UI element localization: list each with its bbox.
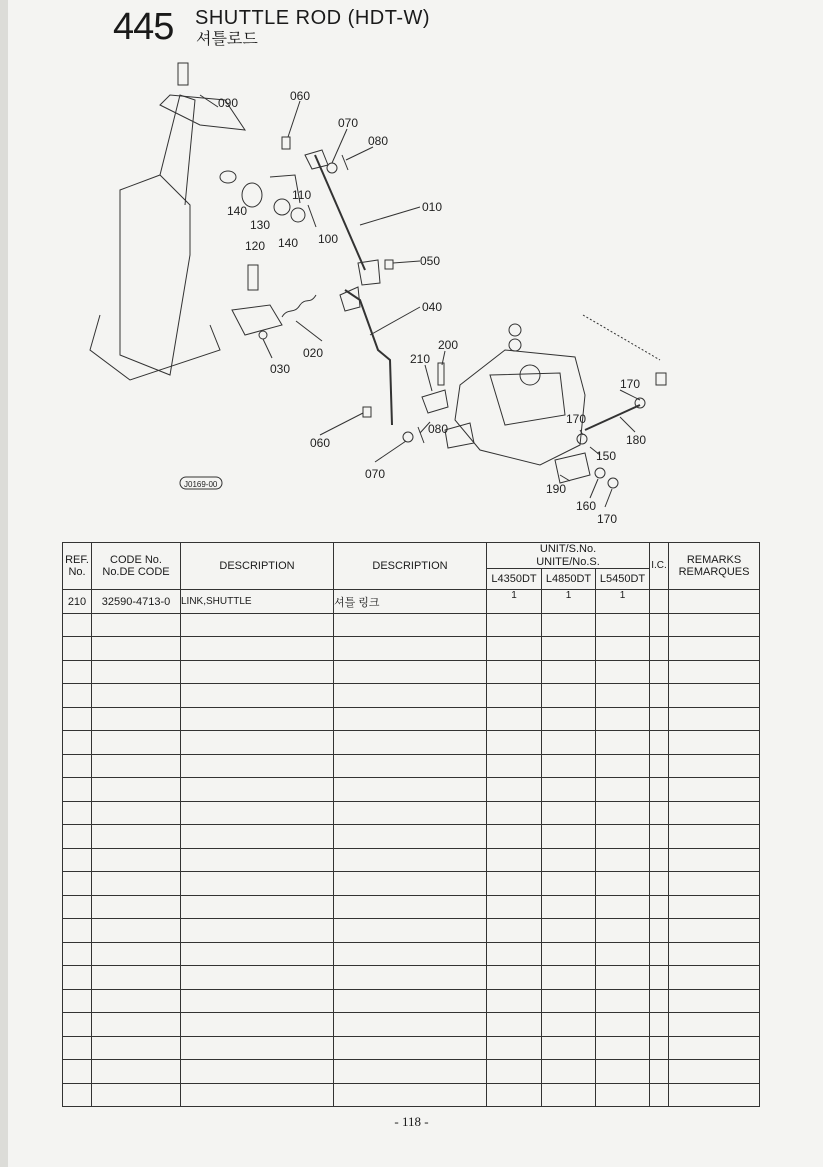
empty-table-row xyxy=(63,707,760,731)
empty-cell xyxy=(487,825,542,849)
empty-table-row xyxy=(63,942,760,966)
ic-cell xyxy=(650,590,669,614)
empty-cell xyxy=(487,1060,542,1084)
empty-cell xyxy=(669,1013,760,1037)
empty-cell xyxy=(650,613,669,637)
empty-cell xyxy=(63,660,92,684)
empty-cell xyxy=(487,966,542,990)
empty-cell xyxy=(596,684,650,708)
empty-cell xyxy=(334,942,487,966)
empty-cell xyxy=(334,637,487,661)
table-row xyxy=(63,590,760,614)
empty-cell xyxy=(650,825,669,849)
empty-cell xyxy=(650,778,669,802)
empty-cell xyxy=(92,637,181,661)
pin-060-bottom xyxy=(363,407,371,417)
empty-cell xyxy=(334,872,487,896)
callout-140-left: 140 xyxy=(227,204,248,218)
empty-cell xyxy=(669,872,760,896)
callout-070-bottom: 070 xyxy=(365,467,386,481)
empty-cell xyxy=(596,1060,650,1084)
empty-cell xyxy=(542,778,596,802)
callout-100: 100 xyxy=(318,232,339,246)
bolt-090 xyxy=(178,63,188,85)
spring-020 xyxy=(282,295,316,317)
pin-200 xyxy=(438,363,444,385)
empty-cell xyxy=(542,707,596,731)
empty-cell xyxy=(596,778,650,802)
empty-cell xyxy=(487,872,542,896)
callout-190: 190 xyxy=(546,482,567,496)
empty-cell xyxy=(596,613,650,637)
empty-table-row xyxy=(63,684,760,708)
callout-170-top: 170 xyxy=(620,377,641,391)
empty-cell xyxy=(542,942,596,966)
exploded-parts-diagram xyxy=(60,55,760,535)
empty-cell xyxy=(334,989,487,1013)
empty-cell xyxy=(542,989,596,1013)
empty-cell xyxy=(181,637,334,661)
empty-table-row xyxy=(63,966,760,990)
empty-cell xyxy=(334,801,487,825)
empty-cell xyxy=(650,1060,669,1084)
empty-cell xyxy=(487,707,542,731)
empty-cell xyxy=(487,613,542,637)
diagram-drawing xyxy=(60,55,760,535)
empty-cell xyxy=(650,731,669,755)
empty-cell xyxy=(63,731,92,755)
empty-cell xyxy=(487,684,542,708)
empty-cell xyxy=(542,754,596,778)
empty-cell xyxy=(92,754,181,778)
nut-170-bottom xyxy=(608,478,618,488)
empty-cell xyxy=(542,895,596,919)
callout-200: 200 xyxy=(438,338,459,352)
empty-cell xyxy=(181,707,334,731)
empty-cell xyxy=(669,660,760,684)
empty-cell xyxy=(669,848,760,872)
page-title-korean: 셔틀로드 xyxy=(196,31,258,48)
empty-table-row xyxy=(63,637,760,661)
callout-170-bottom: 170 xyxy=(597,512,618,526)
empty-cell xyxy=(181,754,334,778)
empty-cell xyxy=(669,989,760,1013)
empty-cell xyxy=(669,778,760,802)
header-description-en: DESCRIPTION xyxy=(181,543,334,590)
empty-cell xyxy=(542,684,596,708)
empty-cell xyxy=(181,872,334,896)
header-ic: I.C. xyxy=(650,543,669,590)
callout-020: 020 xyxy=(303,346,324,360)
empty-cell xyxy=(334,660,487,684)
washer-070-top xyxy=(327,163,337,173)
description-local-cell: 셔틀 링크 xyxy=(334,590,487,614)
empty-cell xyxy=(650,919,669,943)
empty-cell xyxy=(650,895,669,919)
empty-table-row xyxy=(63,989,760,1013)
empty-cell xyxy=(181,613,334,637)
code-cell: 32590-4713-0 xyxy=(92,590,181,614)
washer-070-bottom xyxy=(403,432,413,442)
empty-cell xyxy=(669,1083,760,1107)
empty-cell xyxy=(650,707,669,731)
callout-140-right: 140 xyxy=(278,236,299,250)
callout-060-top: 060 xyxy=(290,89,311,103)
empty-cell xyxy=(542,966,596,990)
bracket-190 xyxy=(555,453,590,483)
empty-cell xyxy=(669,895,760,919)
empty-cell xyxy=(63,825,92,849)
empty-cell xyxy=(181,942,334,966)
empty-cell xyxy=(92,801,181,825)
empty-cell xyxy=(542,660,596,684)
empty-cell xyxy=(596,895,650,919)
empty-cell xyxy=(181,825,334,849)
empty-cell xyxy=(63,613,92,637)
callout-160: 160 xyxy=(576,499,597,513)
header-model: L4350DT xyxy=(487,569,542,590)
empty-cell xyxy=(92,731,181,755)
empty-cell xyxy=(669,731,760,755)
empty-table-row xyxy=(63,754,760,778)
empty-cell xyxy=(334,754,487,778)
empty-table-row xyxy=(63,1060,760,1084)
empty-cell xyxy=(334,1013,487,1037)
page-title: SHUTTLE ROD (HDT-W) xyxy=(195,7,431,29)
empty-table-row xyxy=(63,731,760,755)
callout-050: 050 xyxy=(420,254,441,268)
empty-cell xyxy=(63,754,92,778)
header-ref: REF. No. xyxy=(63,543,92,590)
empty-cell xyxy=(92,966,181,990)
empty-cell xyxy=(181,1013,334,1037)
empty-cell xyxy=(650,989,669,1013)
empty-cell xyxy=(181,684,334,708)
empty-cell xyxy=(181,919,334,943)
transmission-valve-body xyxy=(455,350,585,465)
empty-cell xyxy=(596,919,650,943)
empty-cell xyxy=(63,919,92,943)
empty-cell xyxy=(181,848,334,872)
callout-010: 010 xyxy=(422,200,443,214)
empty-cell xyxy=(334,684,487,708)
rod-end-170 xyxy=(656,373,666,385)
callout-040: 040 xyxy=(422,300,443,314)
empty-cell xyxy=(596,707,650,731)
pedal-column xyxy=(120,175,190,375)
callout-090: 090 xyxy=(218,96,239,110)
nut-170-mid xyxy=(577,434,587,444)
callout-210: 210 xyxy=(410,352,431,366)
parts-table xyxy=(62,542,760,1107)
empty-cell xyxy=(596,825,650,849)
empty-cell xyxy=(92,684,181,708)
empty-cell xyxy=(669,754,760,778)
header-unit: UNIT/S.No. UNITE/No.S. xyxy=(487,543,650,569)
empty-cell xyxy=(334,613,487,637)
empty-cell xyxy=(596,1013,650,1037)
plate-030 xyxy=(232,305,282,335)
empty-cell xyxy=(92,942,181,966)
qty-cell: 1 xyxy=(542,590,596,614)
empty-cell xyxy=(542,801,596,825)
empty-cell xyxy=(487,778,542,802)
empty-cell xyxy=(63,942,92,966)
header-code: CODE No. No.DE CODE xyxy=(92,543,181,590)
empty-cell xyxy=(181,966,334,990)
empty-cell xyxy=(181,1036,334,1060)
empty-cell xyxy=(92,989,181,1013)
empty-cell xyxy=(669,825,760,849)
empty-cell xyxy=(92,660,181,684)
callout-150: 150 xyxy=(596,449,617,463)
empty-cell xyxy=(181,895,334,919)
ref-cell: 210 xyxy=(63,590,92,614)
empty-cell xyxy=(181,778,334,802)
pin-060-top xyxy=(282,137,290,149)
empty-table-row xyxy=(63,895,760,919)
empty-cell xyxy=(487,895,542,919)
empty-cell xyxy=(63,801,92,825)
empty-cell xyxy=(487,1083,542,1107)
empty-cell xyxy=(669,613,760,637)
empty-cell xyxy=(63,707,92,731)
empty-cell xyxy=(63,778,92,802)
callout-180: 180 xyxy=(626,433,647,447)
empty-cell xyxy=(596,989,650,1013)
rod-010 xyxy=(315,155,365,270)
empty-cell xyxy=(542,1036,596,1060)
empty-cell xyxy=(181,1083,334,1107)
empty-cell xyxy=(669,801,760,825)
empty-cell xyxy=(650,801,669,825)
empty-cell xyxy=(487,660,542,684)
empty-cell xyxy=(487,989,542,1013)
callout-130: 130 xyxy=(250,218,271,232)
empty-cell xyxy=(92,919,181,943)
empty-cell xyxy=(669,637,760,661)
empty-cell xyxy=(542,919,596,943)
empty-cell xyxy=(63,684,92,708)
empty-cell xyxy=(650,754,669,778)
description-cell: LINK,SHUTTLE xyxy=(181,590,334,614)
empty-table-row xyxy=(63,660,760,684)
empty-cell xyxy=(92,872,181,896)
empty-cell xyxy=(650,848,669,872)
empty-cell xyxy=(650,1013,669,1037)
empty-cell xyxy=(596,1083,650,1107)
page-edge xyxy=(0,0,8,1167)
empty-cell xyxy=(92,707,181,731)
empty-cell xyxy=(542,613,596,637)
empty-cell xyxy=(181,660,334,684)
empty-cell xyxy=(63,895,92,919)
callout-120: 120 xyxy=(245,239,266,253)
empty-cell xyxy=(334,1060,487,1084)
empty-cell xyxy=(487,637,542,661)
empty-cell xyxy=(181,1060,334,1084)
empty-cell xyxy=(92,1083,181,1107)
empty-table-row xyxy=(63,613,760,637)
empty-cell xyxy=(650,684,669,708)
empty-cell xyxy=(650,1083,669,1107)
empty-cell xyxy=(334,1083,487,1107)
empty-cell xyxy=(63,848,92,872)
empty-cell xyxy=(650,966,669,990)
empty-cell xyxy=(596,660,650,684)
cotter-080-top xyxy=(342,155,348,170)
empty-cell xyxy=(334,825,487,849)
empty-cell xyxy=(487,1036,542,1060)
empty-cell xyxy=(669,966,760,990)
empty-cell xyxy=(669,684,760,708)
section-number: 445 xyxy=(113,6,174,48)
empty-cell xyxy=(487,731,542,755)
empty-cell xyxy=(334,1036,487,1060)
empty-cell xyxy=(542,872,596,896)
empty-cell xyxy=(487,1013,542,1037)
empty-cell xyxy=(487,919,542,943)
empty-cell xyxy=(542,1060,596,1084)
empty-cell xyxy=(669,919,760,943)
empty-cell xyxy=(669,707,760,731)
link-210 xyxy=(422,390,448,413)
empty-cell xyxy=(650,872,669,896)
empty-table-row xyxy=(63,778,760,802)
empty-cell xyxy=(92,825,181,849)
empty-cell xyxy=(92,1013,181,1037)
qty-cell: 1 xyxy=(596,590,650,614)
empty-cell xyxy=(181,801,334,825)
header-remarks: REMARKS REMARQUES xyxy=(669,543,760,590)
empty-cell xyxy=(334,895,487,919)
empty-cell xyxy=(596,966,650,990)
empty-cell xyxy=(487,801,542,825)
empty-table-row xyxy=(63,872,760,896)
empty-cell xyxy=(334,848,487,872)
empty-cell xyxy=(542,1013,596,1037)
rod-040 xyxy=(345,290,392,425)
page-number: - 118 - xyxy=(394,1114,429,1129)
header-description-local: DESCRIPTION xyxy=(334,543,487,590)
empty-cell xyxy=(181,989,334,1013)
callout-170-mid: 170 xyxy=(566,412,587,426)
empty-cell xyxy=(542,731,596,755)
callout-070-top: 070 xyxy=(338,116,359,130)
empty-cell xyxy=(542,637,596,661)
empty-cell xyxy=(596,731,650,755)
washer-160 xyxy=(595,468,605,478)
empty-cell xyxy=(92,1036,181,1060)
empty-cell xyxy=(669,1060,760,1084)
reference-code: J0169-00 xyxy=(184,480,218,489)
empty-cell xyxy=(63,989,92,1013)
remarks-cell xyxy=(669,590,760,614)
pin-100 xyxy=(308,205,316,227)
empty-cell xyxy=(650,942,669,966)
empty-cell xyxy=(596,942,650,966)
empty-cell xyxy=(596,872,650,896)
empty-cell xyxy=(596,1036,650,1060)
empty-table-row xyxy=(63,1083,760,1107)
empty-cell xyxy=(63,872,92,896)
empty-cell xyxy=(334,778,487,802)
empty-cell xyxy=(487,848,542,872)
empty-cell xyxy=(596,637,650,661)
empty-cell xyxy=(596,801,650,825)
empty-table-row xyxy=(63,1036,760,1060)
empty-cell xyxy=(63,1060,92,1084)
callout-080-bottom: 080 xyxy=(428,422,449,436)
empty-cell xyxy=(596,848,650,872)
nut-top xyxy=(509,324,521,336)
empty-cell xyxy=(92,778,181,802)
rod-180 xyxy=(585,405,640,430)
empty-cell xyxy=(63,1036,92,1060)
empty-table-row xyxy=(63,848,760,872)
callout-030: 030 xyxy=(270,362,291,376)
header-model: L5450DT xyxy=(596,569,650,590)
empty-cell xyxy=(669,942,760,966)
callout-060-bottom: 060 xyxy=(310,436,331,450)
empty-cell xyxy=(487,754,542,778)
empty-table-row xyxy=(63,801,760,825)
empty-cell xyxy=(92,895,181,919)
empty-cell xyxy=(650,660,669,684)
empty-cell xyxy=(334,731,487,755)
header-model: L4850DT xyxy=(542,569,596,590)
empty-cell xyxy=(92,848,181,872)
empty-cell xyxy=(63,1083,92,1107)
empty-cell xyxy=(92,613,181,637)
empty-table-row xyxy=(63,825,760,849)
empty-cell xyxy=(669,1036,760,1060)
callout-110: 110 xyxy=(292,188,312,202)
empty-cell xyxy=(650,637,669,661)
empty-cell xyxy=(487,942,542,966)
empty-cell xyxy=(63,1013,92,1037)
empty-cell xyxy=(542,825,596,849)
qty-cell: 1 xyxy=(487,590,542,614)
nut-050 xyxy=(385,260,393,269)
empty-cell xyxy=(596,754,650,778)
empty-cell xyxy=(542,1083,596,1107)
empty-table-row xyxy=(63,1013,760,1037)
empty-cell xyxy=(334,919,487,943)
callout-080-top: 080 xyxy=(368,134,389,148)
empty-cell xyxy=(63,966,92,990)
empty-cell xyxy=(334,707,487,731)
empty-cell xyxy=(542,848,596,872)
empty-cell xyxy=(181,731,334,755)
empty-cell xyxy=(92,1060,181,1084)
empty-cell xyxy=(650,1036,669,1060)
empty-table-row xyxy=(63,919,760,943)
empty-cell xyxy=(334,966,487,990)
empty-cell xyxy=(63,637,92,661)
